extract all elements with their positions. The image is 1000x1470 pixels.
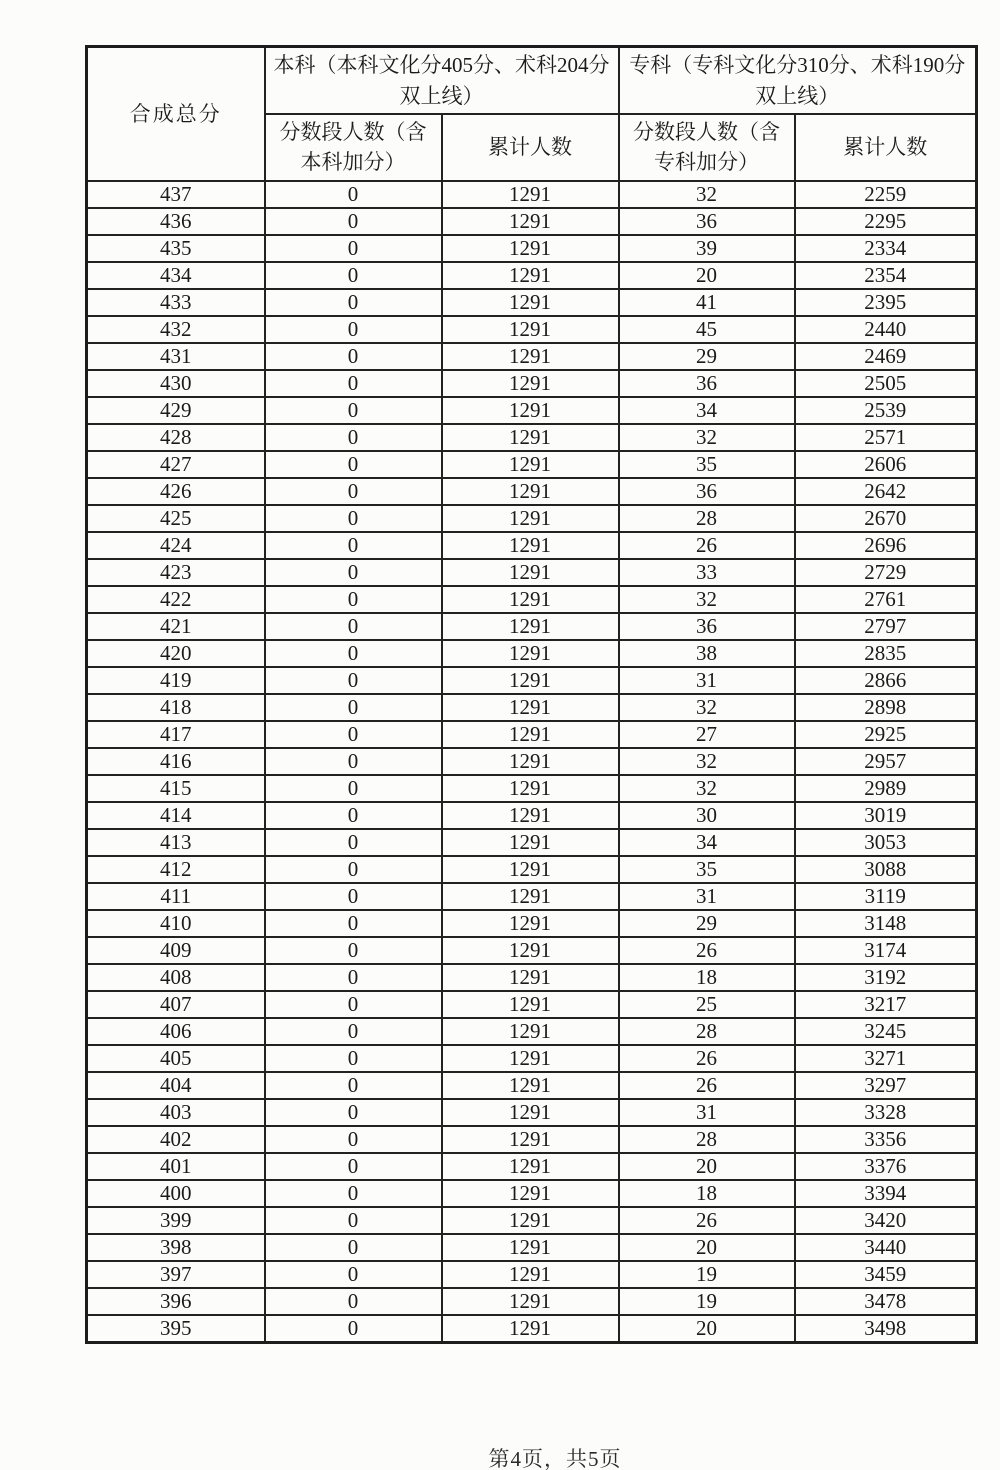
jc-segment-cell: 28: [619, 505, 795, 532]
jc-segment-cell: 33: [619, 559, 795, 586]
ug-cumulative-cell: 1291: [442, 1045, 619, 1072]
table-row: [87, 991, 977, 1018]
ug-segment-cell: 0: [265, 694, 442, 721]
score-cell: 436: [87, 208, 265, 235]
ug-cumulative-cell: 1291: [442, 1315, 619, 1343]
ug-segment-cell: 0: [265, 937, 442, 964]
ug-cumulative-cell: 1291: [442, 721, 619, 748]
ug-cumulative-cell: 1291: [442, 910, 619, 937]
table-row: [87, 1045, 977, 1072]
score-cell: 415: [87, 775, 265, 802]
ug-segment-cell: 0: [265, 370, 442, 397]
jc-cumulative-cell: 3459: [795, 1261, 977, 1288]
jc-segment-cell: 39: [619, 235, 795, 262]
ug-cumulative-cell: 1291: [442, 1234, 619, 1261]
jc-cumulative-cell: 2571: [795, 424, 977, 451]
score-cell: 430: [87, 370, 265, 397]
score-cell: 437: [87, 181, 265, 208]
jc-segment-cell: 32: [619, 775, 795, 802]
score-cell: 402: [87, 1126, 265, 1153]
ug-cumulative-cell: 1291: [442, 640, 619, 667]
jc-segment-cell: 20: [619, 1153, 795, 1180]
jc-cumulative-cell: 2729: [795, 559, 977, 586]
ug-cumulative-cell: 1291: [442, 1180, 619, 1207]
jc-cumulative-cell: 2696: [795, 532, 977, 559]
table-row: [87, 1018, 977, 1045]
jc-cumulative-cell: 3148: [795, 910, 977, 937]
table-row: [87, 802, 977, 829]
jc-cumulative-cell: 2440: [795, 316, 977, 343]
jc-cumulative-cell: 2989: [795, 775, 977, 802]
ug-cumulative-cell: 1291: [442, 1261, 619, 1288]
group-header-row: [87, 47, 977, 115]
table-row: [87, 910, 977, 937]
ug-cumulative-cell: 1291: [442, 559, 619, 586]
ug-segment-cell: 0: [265, 316, 442, 343]
table-row: [87, 667, 977, 694]
score-cell: 429: [87, 397, 265, 424]
ug-cumulative-cell: 1291: [442, 316, 619, 343]
table-row: [87, 1099, 977, 1126]
ug-segment-cell: 0: [265, 667, 442, 694]
table-row: [87, 1207, 977, 1234]
jc-cumulative-cell: 2866: [795, 667, 977, 694]
table-row: [87, 1315, 977, 1343]
ug-segment-cell: 0: [265, 235, 442, 262]
jc-cumulative-cell: 3356: [795, 1126, 977, 1153]
ug-cumulative-cell: 1291: [442, 694, 619, 721]
jc-cumulative-cell: 3192: [795, 964, 977, 991]
ug-segment-cell: 0: [265, 532, 442, 559]
ug-segment-cell: 0: [265, 1261, 442, 1288]
ug-cumulative-cell: 1291: [442, 829, 619, 856]
table-row: [87, 964, 977, 991]
ug-segment-cell: 0: [265, 1180, 442, 1207]
score-cell: 427: [87, 451, 265, 478]
table-row: [87, 559, 977, 586]
jc-cumulative-cell: 2642: [795, 478, 977, 505]
jc-segment-cell: 18: [619, 964, 795, 991]
table-row: [87, 586, 977, 613]
score-cell: 411: [87, 883, 265, 910]
table-row: [87, 397, 977, 424]
ug-cumulative-cell: 1291: [442, 856, 619, 883]
score-cell: 401: [87, 1153, 265, 1180]
jc-segment-cell: 19: [619, 1261, 795, 1288]
ug-cumulative-cell: 1291: [442, 883, 619, 910]
jc-cumulative-cell: 2835: [795, 640, 977, 667]
jc-segment-cell: 26: [619, 532, 795, 559]
page-footer: 第4页，共5页: [488, 1447, 622, 1470]
ug-segment-cell: 0: [265, 748, 442, 775]
ug-cumulative-cell: 1291: [442, 478, 619, 505]
ug-cumulative-cell: 1291: [442, 937, 619, 964]
ug-cumulative-cell: 1291: [442, 667, 619, 694]
score-cell: 407: [87, 991, 265, 1018]
jc-segment-cell: 29: [619, 343, 795, 370]
jc-segment-cell: 26: [619, 1207, 795, 1234]
ug-segment-cell: 0: [265, 1234, 442, 1261]
ug-segment-cell: 0: [265, 451, 442, 478]
table-header: [87, 47, 977, 181]
ug-segment-cell: 0: [265, 883, 442, 910]
ug-cumulative-cell: 1291: [442, 1207, 619, 1234]
ug-cumulative-cell: 1291: [442, 775, 619, 802]
score-cell: 426: [87, 478, 265, 505]
ug-cumulative-cell: 1291: [442, 1099, 619, 1126]
score-cell: 410: [87, 910, 265, 937]
ug-segment-cell: 0: [265, 1153, 442, 1180]
ug-segment-cell: 0: [265, 775, 442, 802]
table-row: [87, 829, 977, 856]
table-body: [87, 181, 977, 1343]
ug-cumulative-cell: 1291: [442, 397, 619, 424]
jc-cumulative-cell: 2395: [795, 289, 977, 316]
table-row: [87, 208, 977, 235]
score-cell: 413: [87, 829, 265, 856]
table-row: [87, 748, 977, 775]
undergraduate-cumulative-header: 累计人数: [442, 114, 619, 181]
score-column-header: 合成总分: [87, 47, 265, 181]
ug-segment-cell: 0: [265, 991, 442, 1018]
table-row: [87, 937, 977, 964]
jc-segment-cell: 32: [619, 694, 795, 721]
jc-segment-cell: 18: [619, 1180, 795, 1207]
ug-cumulative-cell: 1291: [442, 235, 619, 262]
jc-segment-cell: 26: [619, 1045, 795, 1072]
jc-segment-cell: 26: [619, 937, 795, 964]
jc-segment-cell: 29: [619, 910, 795, 937]
score-cell: 414: [87, 802, 265, 829]
table-row: [87, 532, 977, 559]
ug-cumulative-cell: 1291: [442, 289, 619, 316]
jc-segment-cell: 36: [619, 208, 795, 235]
jc-cumulative-cell: 3328: [795, 1099, 977, 1126]
table-row: [87, 370, 977, 397]
ug-segment-cell: 0: [265, 613, 442, 640]
jc-cumulative-cell: 3440: [795, 1234, 977, 1261]
jc-cumulative-cell: 3420: [795, 1207, 977, 1234]
jc-segment-cell: 27: [619, 721, 795, 748]
jc-segment-cell: 20: [619, 262, 795, 289]
jc-cumulative-cell: 3297: [795, 1072, 977, 1099]
score-cell: 403: [87, 1099, 265, 1126]
ug-cumulative-cell: 1291: [442, 586, 619, 613]
table-row: [87, 316, 977, 343]
jc-segment-cell: 31: [619, 1099, 795, 1126]
jc-segment-cell: 26: [619, 1072, 795, 1099]
score-cell: 433: [87, 289, 265, 316]
jc-segment-cell: 19: [619, 1288, 795, 1315]
table-row: [87, 478, 977, 505]
score-cell: 431: [87, 343, 265, 370]
college-group-header: 专科（专科文化分310分、术科190分双上线）: [619, 47, 977, 115]
jc-cumulative-cell: 3376: [795, 1153, 977, 1180]
jc-segment-cell: 20: [619, 1234, 795, 1261]
jc-cumulative-cell: 2259: [795, 181, 977, 208]
jc-segment-cell: 31: [619, 883, 795, 910]
jc-cumulative-cell: 2505: [795, 370, 977, 397]
score-cell: 425: [87, 505, 265, 532]
table-row: [87, 343, 977, 370]
ug-segment-cell: 0: [265, 1018, 442, 1045]
table-row: [87, 721, 977, 748]
jc-cumulative-cell: 2539: [795, 397, 977, 424]
ug-segment-cell: 0: [265, 1315, 442, 1343]
jc-cumulative-cell: 3119: [795, 883, 977, 910]
ug-segment-cell: 0: [265, 289, 442, 316]
score-cell: 421: [87, 613, 265, 640]
score-cell: 417: [87, 721, 265, 748]
ug-segment-cell: 0: [265, 829, 442, 856]
undergraduate-segment-header: 分数段人数（含本科加分）: [265, 114, 442, 181]
ug-segment-cell: 0: [265, 1288, 442, 1315]
table-row: [87, 640, 977, 667]
score-cell: 412: [87, 856, 265, 883]
jc-segment-cell: 28: [619, 1018, 795, 1045]
jc-segment-cell: 32: [619, 748, 795, 775]
ug-cumulative-cell: 1291: [442, 343, 619, 370]
table-row: [87, 1288, 977, 1315]
college-segment-header: 分数段人数（含专科加分）: [619, 114, 795, 181]
ug-segment-cell: 0: [265, 856, 442, 883]
score-cell: 419: [87, 667, 265, 694]
ug-cumulative-cell: 1291: [442, 1072, 619, 1099]
undergraduate-group-header: 本科（本科文化分405分、术科204分双上线）: [265, 47, 619, 115]
ug-cumulative-cell: 1291: [442, 262, 619, 289]
ug-cumulative-cell: 1291: [442, 991, 619, 1018]
ug-segment-cell: 0: [265, 1099, 442, 1126]
ug-segment-cell: 0: [265, 1126, 442, 1153]
ug-segment-cell: 0: [265, 1045, 442, 1072]
jc-cumulative-cell: 2606: [795, 451, 977, 478]
score-cell: 420: [87, 640, 265, 667]
jc-cumulative-cell: 2354: [795, 262, 977, 289]
jc-segment-cell: 36: [619, 613, 795, 640]
score-cell: 399: [87, 1207, 265, 1234]
ug-segment-cell: 0: [265, 640, 442, 667]
table-row: [87, 1261, 977, 1288]
ug-segment-cell: 0: [265, 1072, 442, 1099]
ug-segment-cell: 0: [265, 208, 442, 235]
score-cell: 423: [87, 559, 265, 586]
score-cell: 435: [87, 235, 265, 262]
table-row: [87, 505, 977, 532]
ug-segment-cell: 0: [265, 262, 442, 289]
ug-segment-cell: 0: [265, 397, 442, 424]
jc-segment-cell: 25: [619, 991, 795, 1018]
jc-segment-cell: 36: [619, 478, 795, 505]
ug-cumulative-cell: 1291: [442, 964, 619, 991]
table-row: [87, 451, 977, 478]
jc-segment-cell: 35: [619, 451, 795, 478]
ug-cumulative-cell: 1291: [442, 802, 619, 829]
score-cell: 400: [87, 1180, 265, 1207]
jc-cumulative-cell: 3217: [795, 991, 977, 1018]
jc-segment-cell: 28: [619, 1126, 795, 1153]
table-row: [87, 1126, 977, 1153]
jc-cumulative-cell: 2295: [795, 208, 977, 235]
score-cell: 434: [87, 262, 265, 289]
ug-segment-cell: 0: [265, 478, 442, 505]
score-cell: 406: [87, 1018, 265, 1045]
jc-cumulative-cell: 3053: [795, 829, 977, 856]
table-row: [87, 1153, 977, 1180]
score-cell: 408: [87, 964, 265, 991]
ug-segment-cell: 0: [265, 505, 442, 532]
ug-cumulative-cell: 1291: [442, 1288, 619, 1315]
jc-cumulative-cell: 3271: [795, 1045, 977, 1072]
ug-segment-cell: 0: [265, 343, 442, 370]
ug-segment-cell: 0: [265, 910, 442, 937]
ug-cumulative-cell: 1291: [442, 1126, 619, 1153]
score-cell: 404: [87, 1072, 265, 1099]
jc-segment-cell: 32: [619, 424, 795, 451]
ug-cumulative-cell: 1291: [442, 748, 619, 775]
table-row: [87, 694, 977, 721]
ug-cumulative-cell: 1291: [442, 451, 619, 478]
ug-segment-cell: 0: [265, 721, 442, 748]
jc-segment-cell: 41: [619, 289, 795, 316]
jc-segment-cell: 30: [619, 802, 795, 829]
jc-cumulative-cell: 2761: [795, 586, 977, 613]
score-cell: 395: [87, 1315, 265, 1343]
score-distribution-table: [85, 45, 978, 1344]
table-row: [87, 1180, 977, 1207]
score-cell: 398: [87, 1234, 265, 1261]
ug-cumulative-cell: 1291: [442, 1153, 619, 1180]
jc-segment-cell: 36: [619, 370, 795, 397]
score-cell: 405: [87, 1045, 265, 1072]
score-cell: 424: [87, 532, 265, 559]
jc-cumulative-cell: 3478: [795, 1288, 977, 1315]
jc-segment-cell: 32: [619, 181, 795, 208]
table-row: [87, 1234, 977, 1261]
ug-segment-cell: 0: [265, 964, 442, 991]
jc-cumulative-cell: 3174: [795, 937, 977, 964]
jc-segment-cell: 31: [619, 667, 795, 694]
jc-cumulative-cell: 2334: [795, 235, 977, 262]
ug-cumulative-cell: 1291: [442, 613, 619, 640]
ug-cumulative-cell: 1291: [442, 370, 619, 397]
table-row: [87, 424, 977, 451]
score-cell: 422: [87, 586, 265, 613]
jc-cumulative-cell: 2957: [795, 748, 977, 775]
jc-cumulative-cell: 2797: [795, 613, 977, 640]
score-cell: 416: [87, 748, 265, 775]
jc-segment-cell: 34: [619, 397, 795, 424]
ug-cumulative-cell: 1291: [442, 424, 619, 451]
jc-cumulative-cell: 3019: [795, 802, 977, 829]
ug-segment-cell: 0: [265, 586, 442, 613]
jc-segment-cell: 32: [619, 586, 795, 613]
table-row: [87, 883, 977, 910]
jc-segment-cell: 38: [619, 640, 795, 667]
score-cell: 397: [87, 1261, 265, 1288]
jc-cumulative-cell: 2469: [795, 343, 977, 370]
jc-cumulative-cell: 3498: [795, 1315, 977, 1343]
jc-segment-cell: 34: [619, 829, 795, 856]
jc-cumulative-cell: 2898: [795, 694, 977, 721]
table-row: [87, 235, 977, 262]
jc-cumulative-cell: 3245: [795, 1018, 977, 1045]
college-cumulative-header: 累计人数: [795, 114, 977, 181]
ug-segment-cell: 0: [265, 802, 442, 829]
ug-cumulative-cell: 1291: [442, 1018, 619, 1045]
ug-cumulative-cell: 1291: [442, 181, 619, 208]
table-row: [87, 289, 977, 316]
score-cell: 409: [87, 937, 265, 964]
ug-segment-cell: 0: [265, 181, 442, 208]
score-cell: 396: [87, 1288, 265, 1315]
ug-segment-cell: 0: [265, 424, 442, 451]
jc-cumulative-cell: 2925: [795, 721, 977, 748]
ug-cumulative-cell: 1291: [442, 505, 619, 532]
score-cell: 418: [87, 694, 265, 721]
jc-cumulative-cell: 2670: [795, 505, 977, 532]
score-cell: 432: [87, 316, 265, 343]
table-row: [87, 1072, 977, 1099]
ug-segment-cell: 0: [265, 559, 442, 586]
table-row: [87, 613, 977, 640]
jc-cumulative-cell: 3394: [795, 1180, 977, 1207]
table-row: [87, 181, 977, 208]
table-row: [87, 856, 977, 883]
ug-segment-cell: 0: [265, 1207, 442, 1234]
jc-segment-cell: 45: [619, 316, 795, 343]
score-cell: 428: [87, 424, 265, 451]
jc-segment-cell: 20: [619, 1315, 795, 1343]
ug-cumulative-cell: 1291: [442, 532, 619, 559]
ug-cumulative-cell: 1291: [442, 208, 619, 235]
jc-cumulative-cell: 3088: [795, 856, 977, 883]
table-row: [87, 262, 977, 289]
table-row: [87, 775, 977, 802]
jc-segment-cell: 35: [619, 856, 795, 883]
